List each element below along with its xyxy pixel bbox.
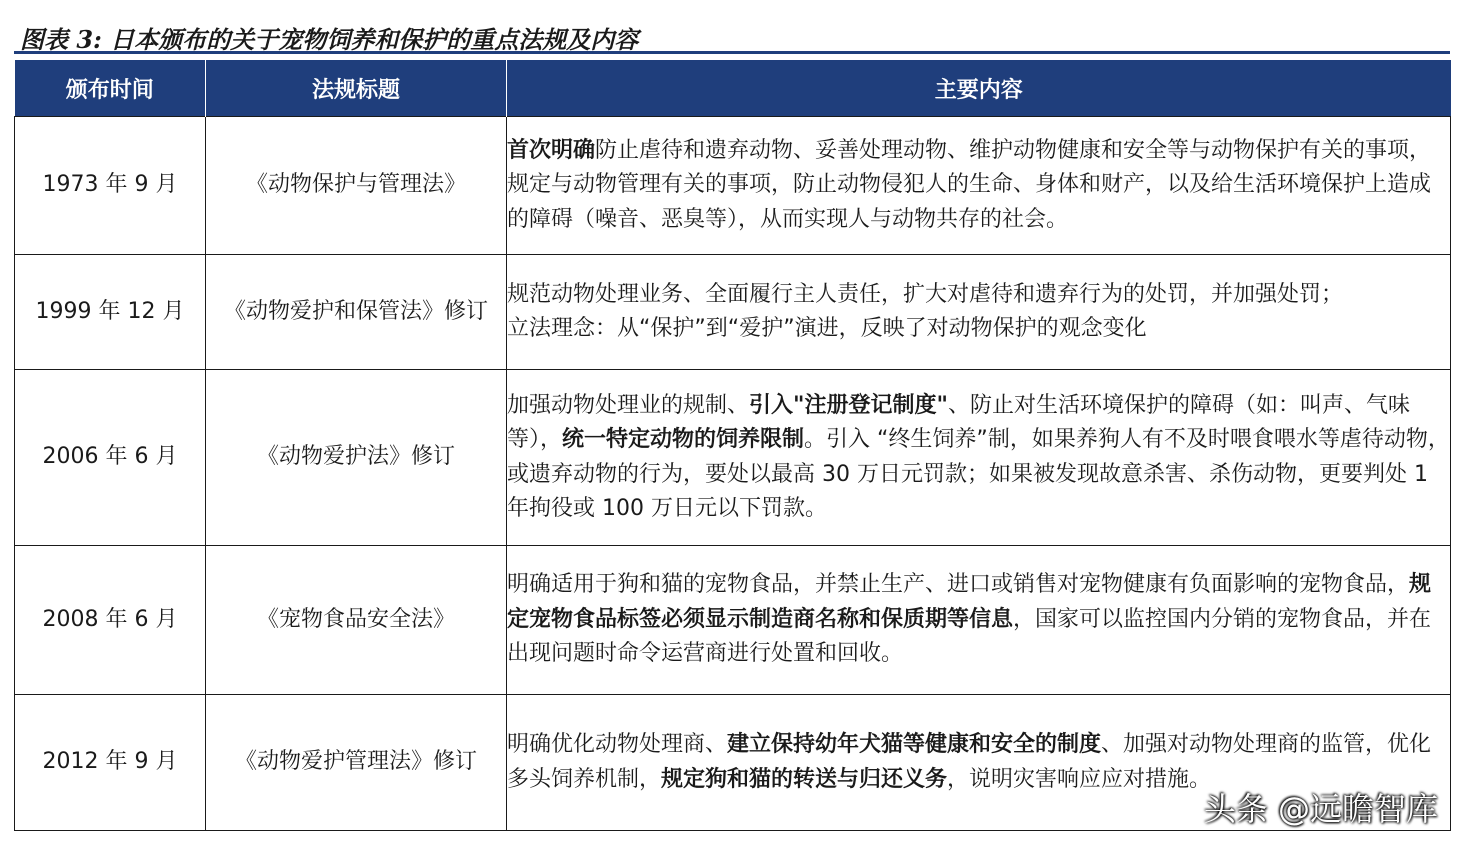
emphasis-text: 规定狗和猫的转送与归还义务 bbox=[661, 766, 948, 792]
content-text: 防止虐待和遗弃动物、妥善处理动物、维护动物健康和安全等与动物保护有关的事项，规定与动物管理有关的事项，防止动物侵犯人的生命、身体和财产，以及给生活环境保护上造成的障碍（噪音、恶臭等），从而实现人与动物共存的社会。 bbox=[507, 137, 1432, 232]
emphasis-text: 统一特定动物的饲养限制 bbox=[562, 427, 805, 452]
content-text: 立法理念：从“保护”到“爱护”演进，反映了对动物保护的观念变化 bbox=[507, 316, 1147, 341]
table-header-row bbox=[15, 60, 1451, 117]
row-content bbox=[507, 255, 1451, 370]
row-date: 2008 年 6 月 bbox=[15, 546, 206, 695]
emphasis-text: 首次明确 bbox=[507, 137, 596, 163]
content-text: 明确优化动物处理商、 bbox=[507, 732, 728, 757]
content-text: 明确适用于狗和猫的宠物食品，并禁止生产、进口或销售对宠物健康有负面影响的宠物食品， bbox=[507, 572, 1410, 598]
emphasis-text: 建立保持幼年犬猫等健康和安全的制度 bbox=[727, 732, 1102, 757]
regulations-table bbox=[14, 60, 1451, 831]
emphasis-text: 引入"注册登记制度" bbox=[749, 392, 948, 418]
content-text: 加强动物处理业的规制、 bbox=[507, 392, 750, 418]
content-text: 规范动物处理业务、全面履行主人责任，扩大对虐待和遗弃行为的处罚，并加强处罚； bbox=[507, 281, 1344, 307]
row-date: 2006 年 6 月 bbox=[15, 370, 206, 546]
row-date: 1999 年 12 月 bbox=[15, 255, 206, 370]
content-text: 、防止对生活环境保护的障碍（如：叫声、气味等）， bbox=[507, 392, 1410, 452]
row-content bbox=[507, 370, 1451, 546]
content-text: ，说明灾害响应应对措施。 bbox=[947, 766, 1212, 792]
title-bar bbox=[14, 14, 1450, 54]
row-content bbox=[507, 546, 1451, 695]
table-row bbox=[15, 117, 1451, 255]
row-law-title: 《动物保护与管理法》 bbox=[206, 117, 507, 255]
table-row bbox=[15, 255, 1451, 370]
header-law-title: 法规标题 bbox=[206, 60, 507, 117]
content-text: 、加强对动物处理商的监管，优化多头饲养机制， bbox=[507, 732, 1432, 792]
row-content bbox=[507, 117, 1451, 255]
content-text: 。引入 “终生饲养”制，如果养狗人有不及时喂食喂水等虐待动物，或遗弃动物的行为，要处以最高 30 万日元罚款；如果被发现故意杀害、杀伤动物，更要判处 1 年拘役或 100 万日元以下罚款。 bbox=[507, 427, 1450, 521]
row-law-title: 《动物爱护和保管法》修订 bbox=[206, 255, 507, 370]
watermark: 头条 @远瞻智库 bbox=[1203, 790, 1438, 828]
row-law-title: 《宠物食品安全法》 bbox=[206, 546, 507, 695]
page-title: 图表 3: 日本颁布的关于宠物饲养和保护的重点法规及内容 bbox=[20, 25, 639, 54]
row-law-title: 《动物爱护法》修订 bbox=[206, 370, 507, 546]
emphasis-text: 规定宠物食品标签必须显示制造商名称和保质期等信息 bbox=[507, 572, 1432, 632]
table-row bbox=[15, 370, 1451, 546]
header-date: 颁布时间 bbox=[15, 60, 206, 117]
header-content: 主要内容 bbox=[507, 60, 1451, 117]
content-text: ，国家可以监控国内分销的宠物食品，并在出现问题时命令运营商进行处置和回收。 bbox=[507, 606, 1432, 667]
row-date: 2012 年 9 月 bbox=[15, 695, 206, 831]
row-law-title: 《动物爱护管理法》修订 bbox=[206, 695, 507, 831]
row-date: 1973 年 9 月 bbox=[15, 117, 206, 255]
table-row bbox=[15, 546, 1451, 695]
